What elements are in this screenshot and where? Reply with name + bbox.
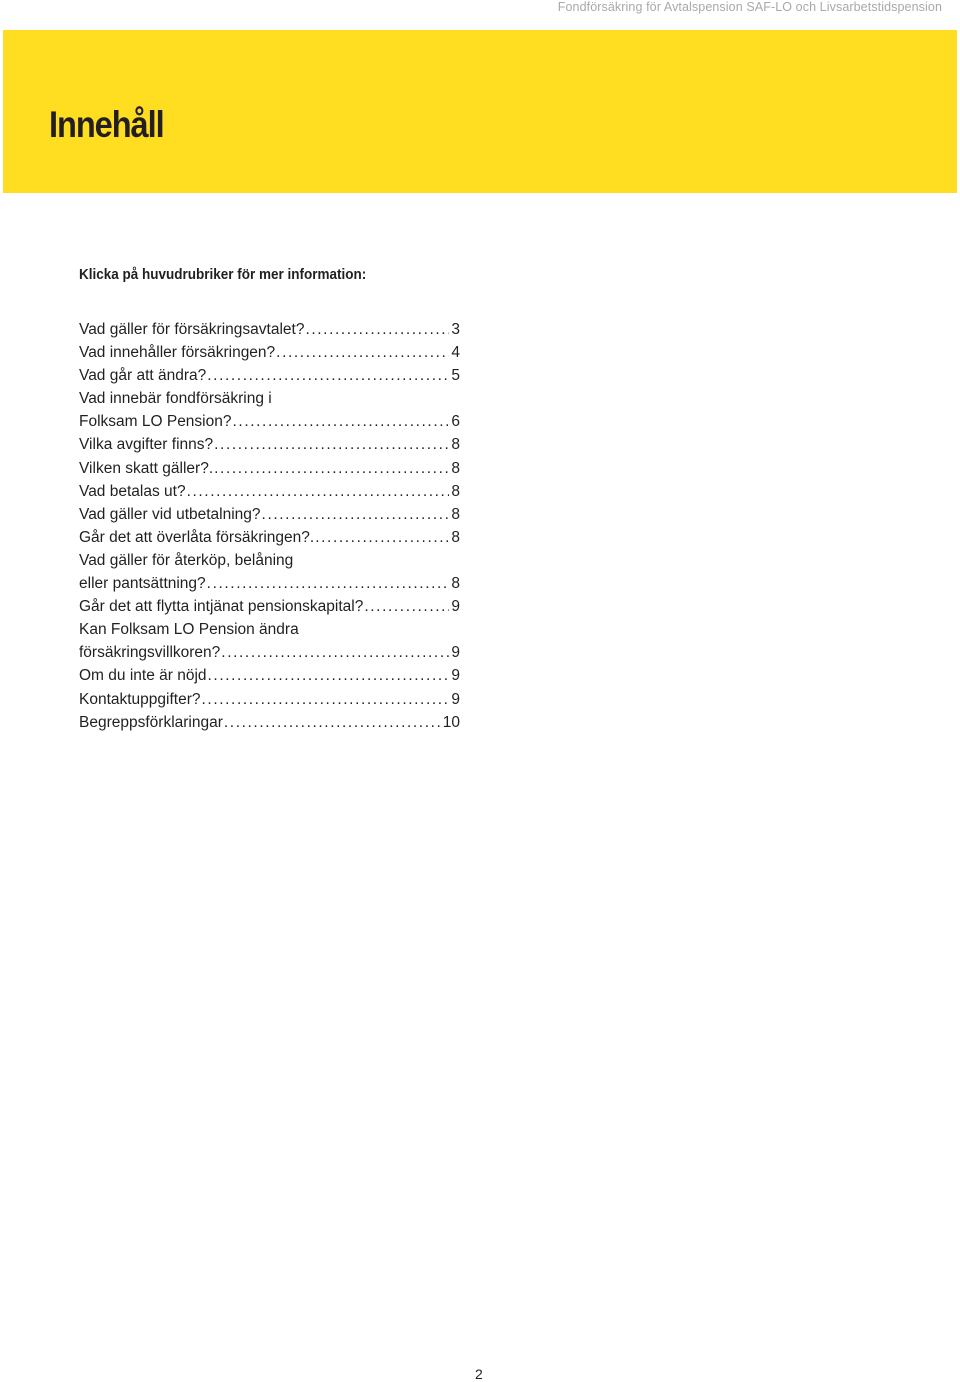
toc-entry[interactable] xyxy=(79,457,460,480)
dot-leader xyxy=(208,664,450,687)
toc-entry[interactable] xyxy=(79,387,460,433)
toc-page-number: 10 xyxy=(442,713,460,731)
toc-entry-label: Kontaktuppgifter? xyxy=(79,690,201,708)
toc-entry[interactable] xyxy=(79,341,460,364)
dot-leader xyxy=(207,364,449,387)
toc-entry-label: Vad går att ändra? xyxy=(79,367,207,385)
dot-leader xyxy=(202,688,450,711)
toc-entry-label: Om du inte är nöjd xyxy=(79,667,207,685)
toc-entry-label: Begreppsförklaringar xyxy=(79,713,223,731)
toc-entry-first-line: Vad innebär fondförsäkring i xyxy=(79,390,272,408)
toc-entry[interactable] xyxy=(79,595,460,618)
toc-page-number: 6 xyxy=(451,413,460,431)
dot-leader xyxy=(364,595,449,618)
running-header: Fondförsäkring för Avtalspension SAF-LO och Livsarbetstidspension xyxy=(557,0,942,14)
toc-page-number: 8 xyxy=(451,505,460,523)
dot-leader xyxy=(214,457,449,480)
toc-entry[interactable] xyxy=(79,711,460,734)
dot-leader xyxy=(233,410,450,433)
toc-entry[interactable] xyxy=(79,480,460,503)
toc-instruction: Klicka på huvudrubriker för mer information: xyxy=(79,266,367,283)
page-number: 2 xyxy=(475,1366,483,1382)
toc-page-number: 9 xyxy=(451,690,460,708)
toc-page-number: 5 xyxy=(451,367,460,385)
toc-entry-label: Vilka avgifter finns? xyxy=(79,436,214,454)
toc-entry-label: Vad innehåller försäkringen? xyxy=(79,344,276,362)
toc-entry-first-line: Kan Folksam LO Pension ändra xyxy=(79,621,299,639)
toc-entry[interactable] xyxy=(79,364,460,387)
dot-leader xyxy=(187,480,450,503)
toc-entry-label: Vad gäller vid utbetalning? xyxy=(79,505,261,523)
toc-page-number: 3 xyxy=(451,321,460,338)
dot-leader xyxy=(262,503,450,526)
toc-page-number: 8 xyxy=(451,459,460,477)
toc-entry-label: Folksam LO Pension? xyxy=(79,413,232,431)
toc-entry[interactable] xyxy=(79,433,460,456)
toc-entry-label: försäkringsvillkoren? xyxy=(79,644,221,662)
toc-entry-label: Går det att överlåta försäkringen?. xyxy=(79,528,315,546)
toc-page-number: 9 xyxy=(451,644,460,662)
toc-entry-label: Vilken skatt gäller?. xyxy=(79,459,214,477)
dot-leader xyxy=(305,318,449,341)
page-title: Innehåll xyxy=(49,104,164,145)
toc-entry-label: eller pantsättning? xyxy=(79,575,206,593)
toc-page-number: 8 xyxy=(451,482,460,500)
toc-page-number: 8 xyxy=(451,575,460,593)
toc-page-number: 9 xyxy=(451,667,460,685)
toc-page-number: 8 xyxy=(451,528,460,546)
toc-entry-label: Vad gäller för försäkringsavtalet? xyxy=(79,321,305,338)
dot-leader xyxy=(221,641,449,664)
toc-entry[interactable] xyxy=(79,688,460,711)
dot-leader xyxy=(207,572,450,595)
toc-entry[interactable] xyxy=(79,549,460,595)
toc-page-number: 8 xyxy=(451,436,460,454)
toc-entry[interactable] xyxy=(79,503,460,526)
toc-entry-label: Vad betalas ut? xyxy=(79,482,186,500)
dot-leader xyxy=(276,341,449,364)
toc-entry[interactable] xyxy=(79,664,460,687)
toc-entry-label: Går det att flytta intjänat pensionskapital? xyxy=(79,598,364,616)
toc-entry[interactable] xyxy=(79,526,460,549)
toc-entry-first-line: Vad gäller för återköp, belåning xyxy=(79,551,294,569)
dot-leader xyxy=(224,711,441,734)
dot-leader xyxy=(214,433,449,456)
toc-entry[interactable] xyxy=(79,618,460,664)
table-of-contents xyxy=(79,318,460,734)
toc-entry[interactable] xyxy=(79,318,460,341)
toc-page-number: 9 xyxy=(451,598,460,616)
toc-page-number: 4 xyxy=(451,344,460,362)
dot-leader xyxy=(315,526,449,549)
